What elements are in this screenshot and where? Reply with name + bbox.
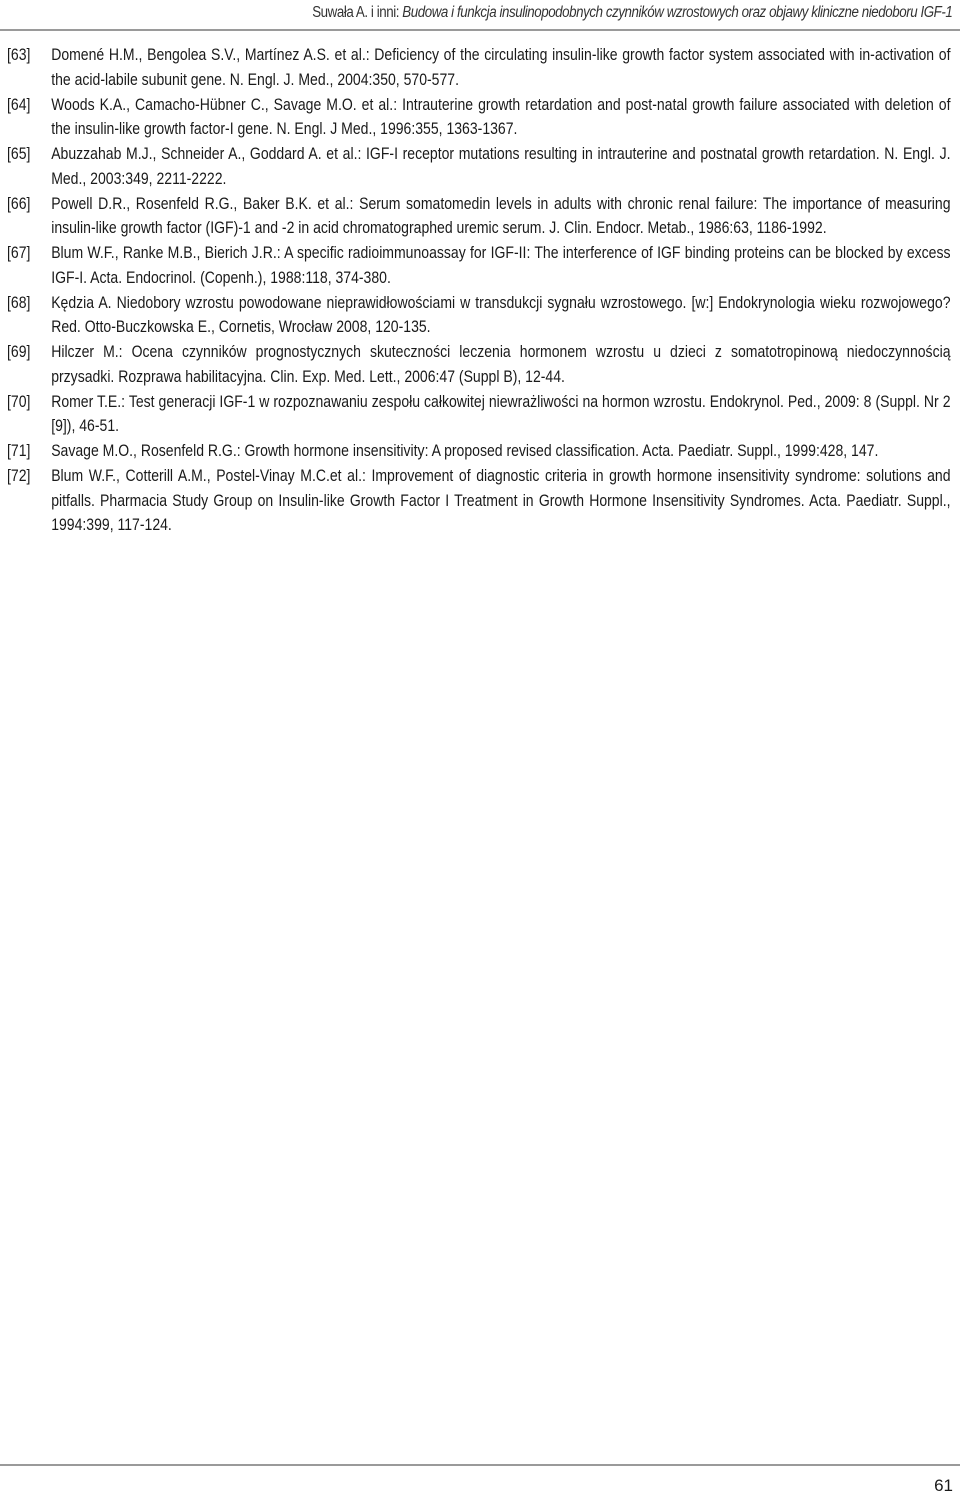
reference-item: [7, 340, 951, 389]
running-header-text: [312, 4, 952, 22]
reference-number: [66]: [7, 194, 31, 213]
reference-number: [67]: [7, 244, 31, 262]
reference-number: [68]: [7, 293, 31, 312]
reference-text: Kędzia A. Niedobory wzrostu powodowane nieprawidłowościami w transdukcji sygnału wzrostowego. [w:] Endokrynologia wieku rozwojowego? Red. Otto-Buczkowska E., Cornetis, Wrocław 2008, 120-135.: [51, 293, 951, 336]
reference-text: Powell D.R., Rosenfeld R.G., Baker B.K. et al.: Serum somatomedin levels in adults with chronic renal failure: The importance of measuring insulin-like growth factor (IGF)-1 and -2 in acid chromatographed uremic serum. J. Clin. Endocr. Metab., 1986:63, 1186-1992.: [51, 194, 951, 237]
reference-item: [7, 192, 951, 241]
reference-text: Woods K.A., Camacho-Hübner C., Savage M.O. et al.: Intrauterine growth retardation and post-natal growth failure associated with deletion of the insulin-like growth factor-I gene. N. Engl. J Med., 1996:355, 1363-1367.: [51, 95, 951, 138]
reference-item: [7, 390, 951, 439]
header-article-title: Budowa i funkcja insulinopodobnych czynników wzrostowych oraz objawy kliniczne niedoboru IGF-1: [401, 4, 952, 21]
reference-text: Romer T.E.: Test generacji IGF-1 w rozpoznawaniu zespołu całkowitej niewrażliwości na hormon wzrostu. Endokrynol. Ped., 2009: 8 (Suppl. Nr 2 [9]), 46-51.: [51, 392, 951, 435]
reference-item: [7, 43, 951, 92]
reference-item: [7, 464, 951, 538]
reference-number: [63]: [7, 46, 31, 64]
reference-number: [72]: [7, 467, 31, 485]
reference-number: [65]: [7, 145, 31, 163]
reference-number: [71]: [7, 442, 31, 460]
reference-text: Savage M.O., Rosenfeld R.G.: Growth hormone insensitivity: A proposed revised classification. Acta. Paediatr. Suppl., 1999:428, 147.: [51, 442, 879, 460]
reference-text: Abuzzahab M.J., Schneider A., Goddard A. et al.: IGF-I receptor mutations resulting in intrauterine and postnatal growth retardation. N. Engl. J. Med., 2003:349, 2211-2222.: [51, 145, 951, 188]
reference-text: Hilczer M.: Ocena czynników prognostycznych skuteczności leczenia hormonem wzrostu u dzieci z somatotropinową niedoczynnością przysadki. Rozprawa habilitacyjna. Clin. Exp. Med. Lett., 2006:47 (Suppl B), 12-44.: [51, 343, 951, 386]
reference-item: [7, 439, 951, 464]
reference-list: [7, 43, 951, 538]
footer-divider: [0, 1464, 960, 1466]
reference-text: Blum W.F., Cotterill A.M., Postel-Vinay M.C.et al.: Improvement of diagnostic criteria in growth hormone insensitivity syndrome: solutions and pitfalls. Pharmacia Study Group on Insulin-like Growth Factor I Treatment in Growth Hormone Insensitivity Syndromes. Acta. Paediatr. Suppl., 1994:399, 117-124.: [51, 467, 951, 534]
reference-number: [64]: [7, 95, 31, 114]
reference-text: Blum W.F., Ranke M.B., Bierich J.R.: A specific radioimmunoassay for IGF-II: The interference of IGF binding proteins can be blocked by excess IGF-I. Acta. Endocrinol. (Copenh.), 1988:118, 374-380.: [51, 244, 951, 287]
reference-number: [69]: [7, 343, 31, 361]
running-header: [0, 0, 960, 30]
reference-text: Domené H.M., Bengolea S.V., Martínez A.S. et al.: Deficiency of the circulating insulin-like growth factor system associated with in-activation of the acid-labile subunit gene. N. Engl. J. Med., 2004:350, 570-577.: [51, 46, 951, 89]
reference-item: [7, 142, 951, 191]
reference-item: [7, 241, 951, 290]
reference-number: [70]: [7, 392, 31, 411]
reference-item: [7, 291, 951, 340]
header-divider: [0, 29, 960, 31]
page-number: 61: [934, 1476, 953, 1495]
reference-item: [7, 93, 951, 142]
header-authors: Suwała A. i inni:: [311, 4, 402, 21]
